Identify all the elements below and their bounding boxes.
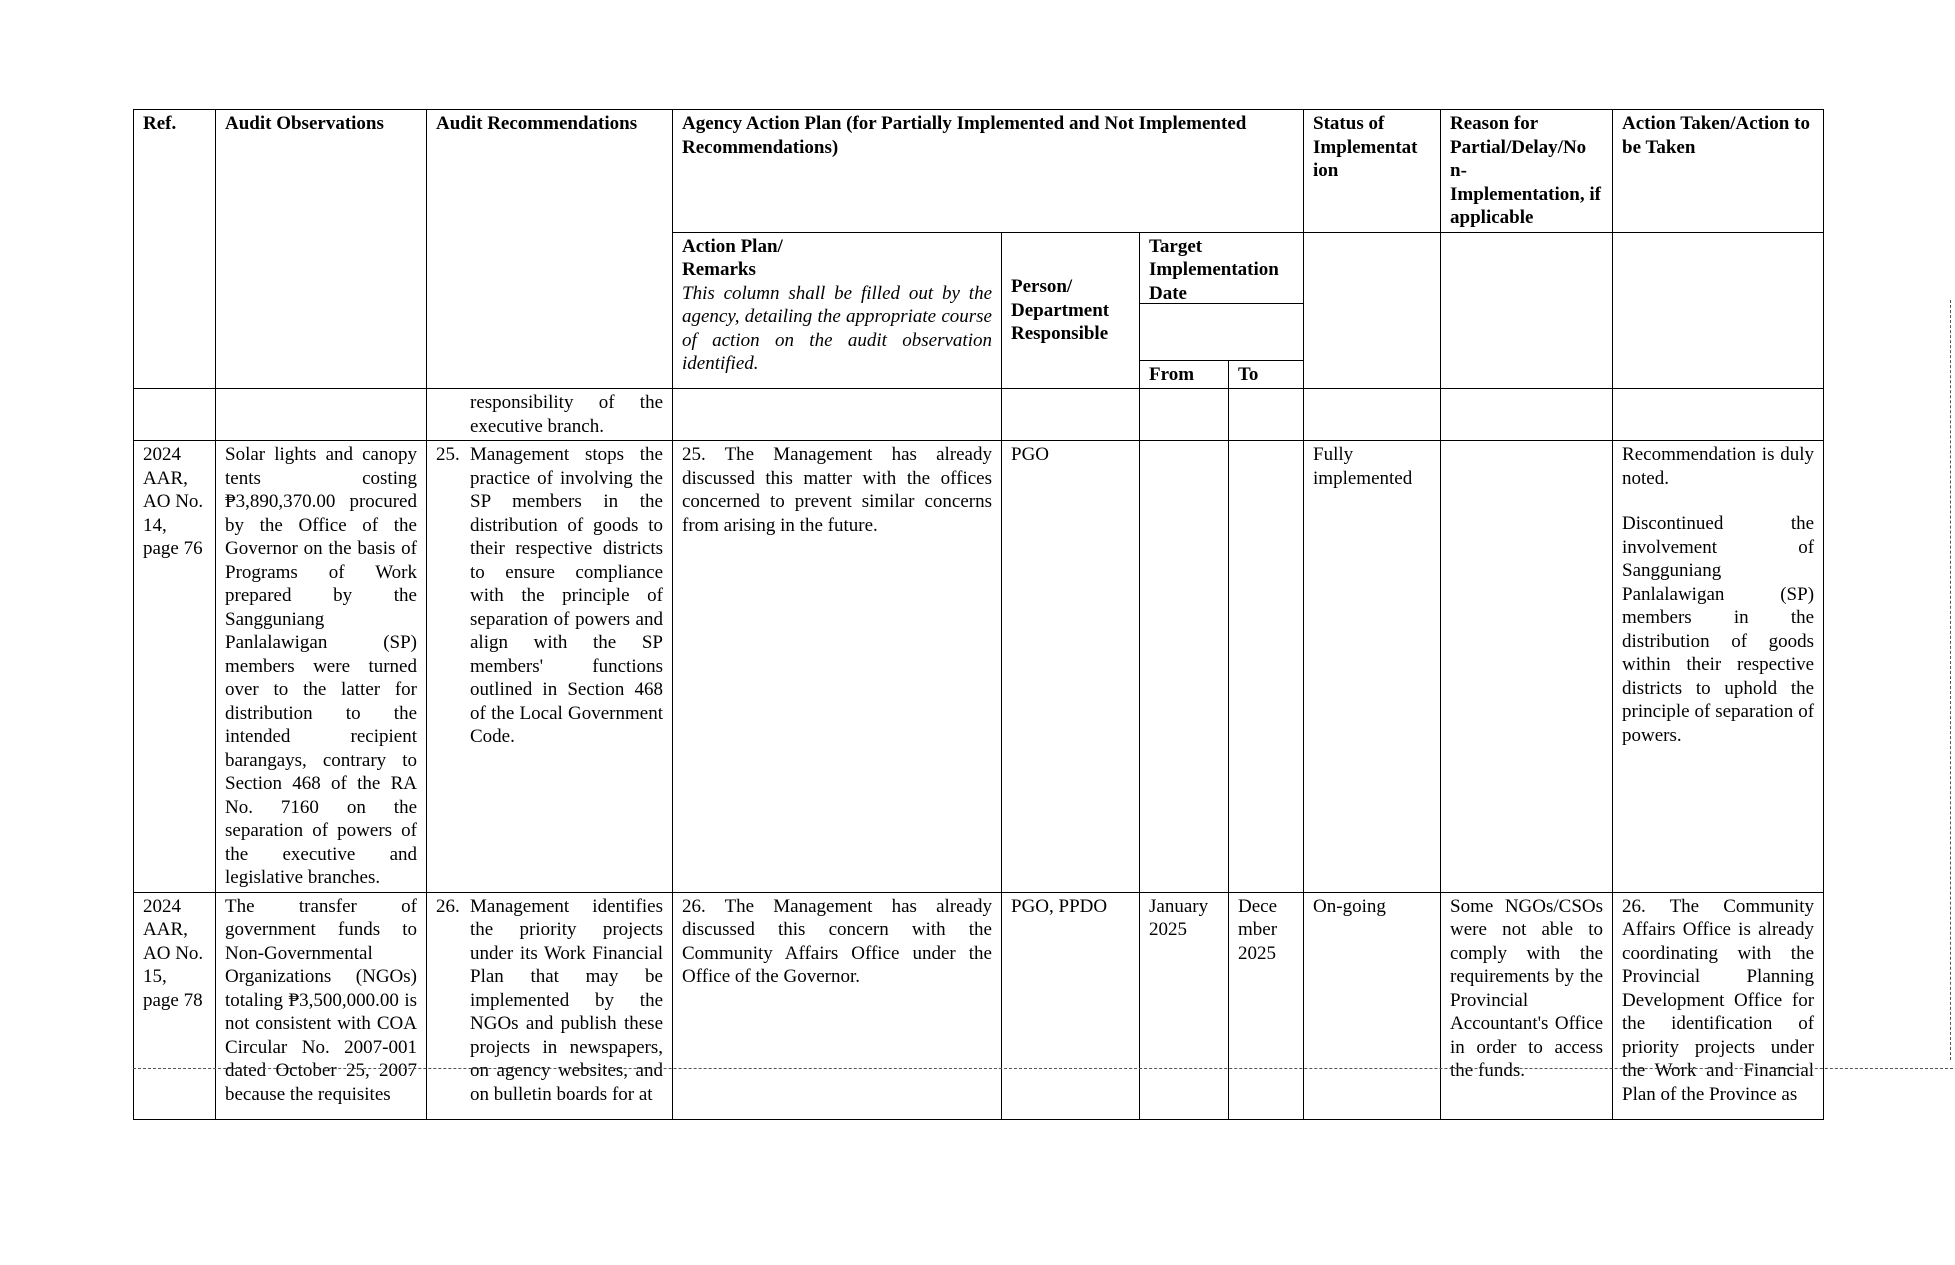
header-action-plan-remarks: Remarks (682, 259, 756, 280)
row1-action-taken-1: Recommendation is duly noted. (1622, 444, 1815, 489)
header-target-subcols (1140, 361, 1303, 389)
carry-over-row (134, 389, 1824, 441)
table-row (134, 892, 1824, 1119)
row1-action-taken (1613, 441, 1824, 893)
row1-ref: 2024 AAR, AO No. 14, page 76 (134, 441, 216, 893)
carry-action-taken (1613, 389, 1824, 441)
header-status: Status of Implementat ion (1304, 110, 1441, 233)
header-action-taken: Action Taken/Action to be Taken (1613, 110, 1824, 233)
header-agency-plan: Agency Action Plan (for Partially Implemented and Not Implemented Recommendations) (673, 110, 1304, 233)
row1-rec-text: Management stops the practice of involving the SP members in the distribution of goods to their respective districts to ensure compliance with the principle of separation of powers and align with the SP members' functions outlined in Section 468 of the Local Government Code. (470, 444, 663, 747)
row2-person: PGO, PPDO (1002, 892, 1140, 1119)
header-reason: Reason for Partial/Delay/No n- Implementation, if applicable (1441, 110, 1613, 233)
row2-rec-text: Management identifies the priority projects under its Work Financial Plan that may be implemented by the NGOs and publish these projects in newspapers, on agency websites, and on bulletin boards for at (470, 895, 663, 1105)
carry-to (1229, 389, 1304, 441)
row2-status: On-going (1304, 892, 1441, 1119)
row1-to (1229, 441, 1304, 893)
header-target-spacer (1140, 304, 1303, 361)
row2-action-plan: 26. The Management has already discussed this concern with the Community Affairs Office under the Office of the Governor. (673, 892, 1002, 1119)
table-row (134, 441, 1824, 893)
header-recommendations: Audit Recommendations (427, 110, 673, 389)
header-action-plan (673, 232, 1002, 389)
row1-recommendation (427, 441, 673, 893)
header-reason-blank (1441, 232, 1613, 389)
header-action-plan-note: This column shall be filled out by the agency, detailing the appropriate course of action on the audit observation identified. (682, 282, 992, 374)
header-observations: Audit Observations (216, 110, 427, 389)
header-row-1 (134, 110, 1824, 233)
header-ref: Ref. (134, 110, 216, 389)
row1-action-taken-2: Discontinued the involvement of Sangguniang Panlalawigan (SP) members in the distribution of goods within their respective districts to uphold the principle of separation of powers. (1622, 513, 1815, 746)
carry-person (1002, 389, 1140, 441)
carry-from (1140, 389, 1229, 441)
page-edge-mark (1950, 300, 1951, 1060)
row1-rec-number: 25. (436, 444, 460, 465)
audit-action-plan-table (133, 109, 1824, 1120)
row2-reason: Some NGOs/CSOs were not able to comply with the requirements by the Provincial Accountant's Office in order to access the funds. (1441, 892, 1613, 1119)
row2-ref: 2024 AAR, AO No. 15, page 78 (134, 892, 216, 1119)
row2-to: Dece mber 2025 (1229, 892, 1304, 1119)
header-action-plan-title: Action Plan/ (682, 235, 783, 257)
header-target (1140, 232, 1304, 389)
row1-status: Fully implemented (1304, 441, 1441, 893)
header-action-taken-blank (1613, 232, 1824, 389)
carry-action-plan (673, 389, 1002, 441)
row1-observation: Solar lights and canopy tents costing ₱3,890,370.00 procured by the Office of the Governor on the basis of Programs of Work prepared by the Sangguniang Panlalawigan (SP) members were turned over to the latter for distribution to the intended recipient barangays, contrary to Section 468 of the RA No. 7160 on the separation of powers of the executive and legislative branches. (216, 441, 427, 893)
carry-ref (134, 389, 216, 441)
row1-reason (1441, 441, 1613, 893)
row1-action-plan: 25. The Management has already discussed this matter with the offices concerned to prevent similar concerns from arising in the future. (673, 441, 1002, 893)
row2-action-taken: 26. The Community Affairs Office is already coordinating with the Provincial Planning Development Office for the identification of priority projects under the Work and Financial Plan of the Province as (1613, 892, 1824, 1119)
row1-from (1140, 441, 1229, 893)
row2-recommendation (427, 892, 673, 1119)
header-target-label: Target Implementation Date (1140, 233, 1303, 304)
header-to: To (1238, 363, 1259, 385)
carry-reason (1441, 389, 1613, 441)
carry-observation (216, 389, 427, 441)
carry-status (1304, 389, 1441, 441)
page-cut-line (133, 1068, 1953, 1069)
row2-rec-number: 26. (436, 895, 460, 917)
row2-observation: The transfer of government funds to Non-Governmental Organizations (NGOs) totaling ₱3,500,000.00 is not consistent with COA Circular No. 2007-001 dated October 25, 2007 because the requisites (216, 892, 427, 1119)
header-from: From (1140, 361, 1229, 389)
header-person: Person/ Department Responsible (1002, 232, 1140, 389)
row1-person: PGO (1002, 441, 1140, 893)
header-status-blank (1304, 232, 1441, 389)
row2-from: January 2025 (1140, 892, 1229, 1119)
carry-recommendation: responsibility of the executive branch. (427, 389, 673, 441)
